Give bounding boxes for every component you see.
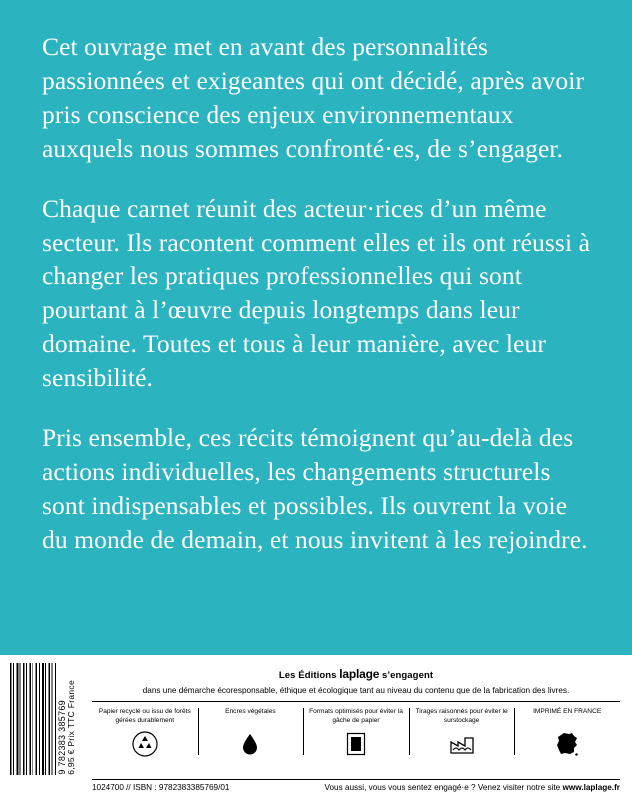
commitment-item-paper [92,708,198,759]
commitment-item-ink [198,708,304,759]
blurb-paragraph-3: Pris ensemble, ces récits témoignent qu’au-delà des actions individuelles, les changements structurels sont indispensables et possibles. Ils ouvrent la voie du monde de demain, et nous invitent à les rejoindre. [42,423,588,554]
footer-bottom-row [92,783,620,792]
engagement-title-prefix: Les Éditions [278,670,340,681]
website-line [324,783,620,792]
ink-drop-icon [200,729,302,759]
blurb-paragraph-1: Cet ouvrage met en avant des personnalités passionnées et exigeantes qui ont décidé, après avoir pris conscience des enjeux environnementaux auxquels nous sommes confronté·es, de s’engager. [42,32,585,163]
commitment-item-printed-in-france [514,708,620,759]
barcode-area [10,663,82,779]
factory-icon [411,729,513,759]
commitment-item-print-run [409,708,515,759]
website-line-prefix: Vous aussi, vous vous sentez engagé·e ? Venez visiter notre site [324,783,563,792]
recycling-logo-icon [94,729,196,759]
barcode-side-text [58,663,76,775]
commitment-caption: Encres végétales [225,708,276,715]
paper-format-icon [305,729,407,759]
commitment-caption: Formats optimisés pour éviter la gâche de papier [309,708,403,724]
commitment-caption: Papier recyclé ou issu de forêts gérées durablement [98,708,191,724]
footer-divider [92,779,620,780]
footer-band [0,655,632,800]
publisher-logo-text: laplage [339,667,380,681]
isbn-vertical-text: 9 782383 385769 [57,700,67,775]
france-map-icon [516,729,618,759]
engagement-divider [92,701,620,702]
blurb-paragraph-2: Chaque carnet réunit des acteur·rices d’un même secteur. Ils racontent comment elles et ils ont réussi à changer les pratiques professionnelles qui sont pourtant à l’œuvre depuis longtemps dans leur domaine. Toutes et tous à leur manière, avec leur sensibilité. [42,193,591,393]
back-cover-blurb [42,30,594,557]
commitment-caption: IMPRIMÉ EN FRANCE [533,708,602,715]
website-url[interactable]: www.laplage.fr [562,783,620,792]
commitments-row [92,708,620,759]
commitment-item-format [303,708,409,759]
barcode-icon [10,663,56,775]
price-vertical-text: 6,95 € Prix TTC France [66,680,76,775]
engagement-title-suffix: s’engagent [379,670,434,681]
isbn-line: 1024700 // ISBN : 9782383385769/01 [92,783,230,792]
commitment-caption: Tirages raisonnés pour éviter le surstockage [415,708,508,724]
engagement-subtitle: dans une démarche écoresponsable, éthique et écologique tant au niveau du contenu que de la fabrication des livres. [142,686,570,695]
engagement-block [92,667,620,759]
engagement-title [92,667,620,681]
